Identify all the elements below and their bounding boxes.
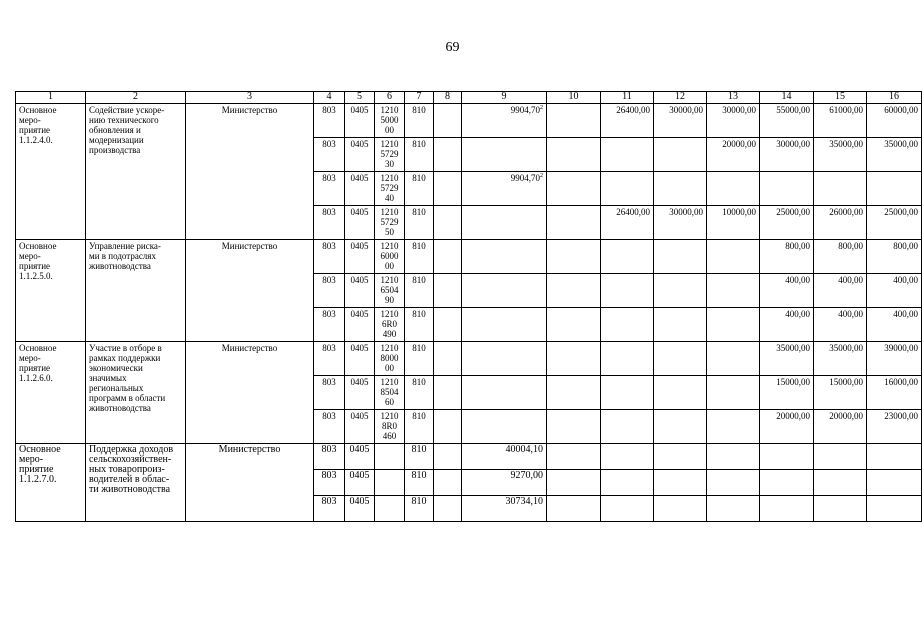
- cell-value: 803: [322, 275, 336, 285]
- cell-value: 400,00: [893, 275, 918, 285]
- cell-col-13: [707, 496, 760, 522]
- cell-col-16: [867, 104, 922, 138]
- cell-col-13: [707, 444, 760, 470]
- cell-col-5: [345, 274, 375, 308]
- cell-value: 55000,00: [776, 105, 810, 115]
- cell-value: 400,00: [838, 309, 863, 319]
- cell-value: 0405: [350, 343, 369, 353]
- activity-name-cell: Основное меро- приятие 1.1.2.6.0.: [16, 342, 86, 444]
- cell-col-4: [314, 172, 345, 206]
- activity-name-cell: Основное меро- приятие 1.1.2.4.0.: [16, 104, 86, 240]
- cell-col-8: [434, 274, 462, 308]
- cell-col-14: [760, 496, 814, 522]
- cell-col-16: [867, 342, 922, 376]
- cell-col-13: [707, 342, 760, 376]
- cell-value: 810: [412, 207, 426, 217]
- cell-value: 40004,10: [505, 444, 543, 455]
- cell-value: 803: [322, 309, 336, 319]
- cell-col-16: [867, 172, 922, 206]
- cell-col-15: [814, 138, 867, 172]
- cell-col-11: [601, 444, 654, 470]
- cell-col-6: [375, 240, 405, 274]
- activity-description-cell: Управление риска- ми в подотраслях животноводства: [86, 240, 186, 342]
- cell-value: 810: [412, 411, 426, 421]
- cell-col-13: [707, 308, 760, 342]
- cell-col-12: [654, 104, 707, 138]
- column-header-12: 12: [654, 92, 707, 104]
- cell-col-6: [375, 444, 405, 470]
- cell-value: 810: [412, 173, 426, 183]
- cell-col-4: [314, 376, 345, 410]
- cell-col-8: [434, 308, 462, 342]
- cell-col-4: [314, 274, 345, 308]
- cell-col-14: [760, 206, 814, 240]
- cell-col-14: [760, 342, 814, 376]
- cell-col-11: [601, 376, 654, 410]
- cell-col-6: [375, 470, 405, 496]
- column-header-2: 2: [86, 92, 186, 104]
- cell-col-14: [760, 308, 814, 342]
- activity-description-cell: Содействие ускоре- нию технического обновления и модернизации производства: [86, 104, 186, 240]
- cell-col-8: [434, 206, 462, 240]
- cell-col-10: [547, 410, 601, 444]
- cell-col-4: [314, 240, 345, 274]
- cell-col-16: [867, 240, 922, 274]
- cell-col-13: [707, 104, 760, 138]
- table-row: [16, 342, 922, 376]
- cell-value: 810: [412, 309, 426, 319]
- cell-col-8: [434, 470, 462, 496]
- cell-col-4: [314, 410, 345, 444]
- cell-col-10: [547, 496, 601, 522]
- cell-value: 803: [322, 377, 336, 387]
- cell-value: 0405: [349, 496, 370, 507]
- cell-col-5: [345, 104, 375, 138]
- cell-value: 803: [322, 105, 336, 115]
- cell-col-15: [814, 376, 867, 410]
- cell-col-7: [405, 308, 434, 342]
- cell-col-4: [314, 496, 345, 522]
- cell-col-10: [547, 470, 601, 496]
- cell-value: 30000,00: [776, 139, 810, 149]
- cell-col-8: [434, 138, 462, 172]
- column-header-11: 11: [601, 92, 654, 104]
- cell-value: 1210 6504 90: [380, 275, 399, 305]
- cell-col-5: [345, 470, 375, 496]
- cell-col-10: [547, 308, 601, 342]
- cell-col-11: [601, 308, 654, 342]
- cell-col-9: [462, 240, 547, 274]
- cell-value: 30000,00: [669, 105, 703, 115]
- cell-col-6: [375, 104, 405, 138]
- cell-col-7: [405, 444, 434, 470]
- cell-col-8: [434, 376, 462, 410]
- cell-value: 0405: [350, 275, 369, 285]
- cell-value: 30000,00: [722, 105, 756, 115]
- cell-col-7: [405, 470, 434, 496]
- cell-value: 803: [322, 411, 336, 421]
- cell-col-9: [462, 104, 547, 138]
- cell-value: 1210 8000 00: [380, 343, 399, 373]
- cell-col-13: [707, 138, 760, 172]
- column-header-16: 16: [867, 92, 922, 104]
- cell-col-8: [434, 410, 462, 444]
- cell-value: 15000,00: [829, 377, 863, 387]
- cell-col-16: [867, 496, 922, 522]
- cell-col-8: [434, 104, 462, 138]
- cell-value: 803: [322, 241, 336, 251]
- cell-col-6: [375, 496, 405, 522]
- column-header-5: 5: [345, 92, 375, 104]
- cell-col-10: [547, 342, 601, 376]
- cell-col-7: [405, 240, 434, 274]
- cell-value: 800,00: [893, 241, 918, 251]
- cell-col-10: [547, 104, 601, 138]
- cell-col-12: [654, 496, 707, 522]
- cell-col-16: [867, 376, 922, 410]
- cell-col-11: [601, 104, 654, 138]
- cell-col-15: [814, 274, 867, 308]
- cell-col-8: [434, 496, 462, 522]
- cell-col-9: [462, 470, 547, 496]
- cell-col-13: [707, 206, 760, 240]
- cell-col-8: [434, 172, 462, 206]
- cell-value: 0405: [350, 139, 369, 149]
- cell-value: 30734,10: [505, 496, 543, 507]
- cell-col-8: [434, 342, 462, 376]
- cell-col-14: [760, 104, 814, 138]
- column-header-9: 9: [462, 92, 547, 104]
- cell-col-16: [867, 410, 922, 444]
- cell-value: 15000,00: [776, 377, 810, 387]
- cell-col-4: [314, 308, 345, 342]
- cell-value: 0405: [350, 241, 369, 251]
- cell-col-12: [654, 240, 707, 274]
- page-number: 69: [445, 40, 460, 55]
- cell-col-9: [462, 308, 547, 342]
- cell-col-6: [375, 342, 405, 376]
- cell-value: 0405: [350, 377, 369, 387]
- activity-name-cell: Основное меро- приятие 1.1.2.5.0.: [16, 240, 86, 342]
- cell-col-16: [867, 308, 922, 342]
- column-header-10: 10: [547, 92, 601, 104]
- cell-col-7: [405, 376, 434, 410]
- cell-col-5: [345, 410, 375, 444]
- cell-col-9: [462, 206, 547, 240]
- cell-col-5: [345, 308, 375, 342]
- cell-col-16: [867, 470, 922, 496]
- cell-value: 810: [412, 343, 426, 353]
- cell-value: 25000,00: [884, 207, 918, 217]
- cell-col-14: [760, 172, 814, 206]
- cell-value: 1210 5729 50: [380, 207, 399, 237]
- cell-col-11: [601, 274, 654, 308]
- cell-col-9: [462, 342, 547, 376]
- cell-value: 1210 5000 00: [380, 105, 399, 135]
- cell-col-15: [814, 444, 867, 470]
- cell-col-9: [462, 410, 547, 444]
- cell-col-12: [654, 444, 707, 470]
- cell-value: 9904,70: [510, 173, 540, 183]
- cell-col-14: [760, 138, 814, 172]
- cell-col-13: [707, 470, 760, 496]
- cell-col-11: [601, 240, 654, 274]
- cell-col-5: [345, 172, 375, 206]
- cell-value: 810: [411, 444, 427, 455]
- cell-value: 26000,00: [829, 207, 863, 217]
- cell-value: 1210 5729 30: [380, 139, 399, 169]
- cell-value: 810: [412, 241, 426, 251]
- column-header-7: 7: [405, 92, 434, 104]
- cell-col-6: [375, 410, 405, 444]
- column-header-8: 8: [434, 92, 462, 104]
- cell-value: 30000,00: [669, 207, 703, 217]
- cell-value: 0405: [350, 105, 369, 115]
- cell-col-11: [601, 496, 654, 522]
- cell-col-7: [405, 410, 434, 444]
- cell-value: 1210 5729 40: [380, 173, 399, 203]
- cell-value: 400,00: [838, 275, 863, 285]
- cell-col-9: [462, 172, 547, 206]
- cell-col-9: [462, 444, 547, 470]
- cell-col-16: [867, 138, 922, 172]
- cell-value: 803: [322, 139, 336, 149]
- cell-value: 400,00: [785, 309, 810, 319]
- cell-col-13: [707, 410, 760, 444]
- cell-value: 61000,00: [829, 105, 863, 115]
- executor-cell: Министерство: [186, 444, 314, 522]
- cell-value: 400,00: [893, 309, 918, 319]
- cell-col-10: [547, 172, 601, 206]
- cell-col-5: [345, 240, 375, 274]
- cell-value: 800,00: [785, 241, 810, 251]
- cell-col-15: [814, 104, 867, 138]
- cell-col-7: [405, 274, 434, 308]
- cell-col-15: [814, 496, 867, 522]
- cell-col-15: [814, 240, 867, 274]
- cell-col-7: [405, 138, 434, 172]
- cell-value: 400,00: [785, 275, 810, 285]
- footnote-marker: 2: [540, 105, 543, 111]
- cell-col-11: [601, 172, 654, 206]
- cell-value: 1210 8R0 460: [380, 411, 399, 441]
- cell-col-14: [760, 470, 814, 496]
- cell-col-16: [867, 444, 922, 470]
- cell-col-12: [654, 274, 707, 308]
- cell-value: 1210 8504 60: [380, 377, 399, 407]
- cell-col-14: [760, 444, 814, 470]
- cell-value: 9270,00: [510, 470, 543, 481]
- cell-col-9: [462, 496, 547, 522]
- cell-value: 800,00: [838, 241, 863, 251]
- cell-value: 60000,00: [884, 105, 918, 115]
- cell-col-12: [654, 308, 707, 342]
- cell-col-15: [814, 206, 867, 240]
- cell-value: 20000,00: [776, 411, 810, 421]
- cell-value: 803: [321, 496, 337, 507]
- cell-value: 803: [321, 470, 337, 481]
- cell-col-14: [760, 240, 814, 274]
- cell-value: 26400,00: [616, 207, 650, 217]
- cell-col-10: [547, 376, 601, 410]
- table-row: [16, 444, 922, 470]
- cell-col-12: [654, 410, 707, 444]
- cell-col-15: [814, 308, 867, 342]
- cell-col-13: [707, 274, 760, 308]
- cell-value: 1210 6R0 490: [380, 309, 399, 339]
- cell-col-9: [462, 274, 547, 308]
- column-header-14: 14: [760, 92, 814, 104]
- cell-col-16: [867, 206, 922, 240]
- activity-description-cell: Участие в отборе в рамках поддержки экономически значимых региональных программ в области животноводства: [86, 342, 186, 444]
- cell-value: 803: [321, 444, 337, 455]
- cell-col-5: [345, 496, 375, 522]
- footnote-marker: 2: [540, 173, 543, 179]
- cell-col-13: [707, 376, 760, 410]
- cell-col-6: [375, 206, 405, 240]
- cell-col-15: [814, 342, 867, 376]
- cell-col-4: [314, 470, 345, 496]
- cell-value: 35000,00: [829, 139, 863, 149]
- cell-col-4: [314, 138, 345, 172]
- column-header-4: 4: [314, 92, 345, 104]
- cell-col-9: [462, 138, 547, 172]
- header-row: [16, 92, 922, 104]
- executor-cell: Министерство: [186, 104, 314, 240]
- cell-col-7: [405, 342, 434, 376]
- cell-value: 810: [411, 470, 427, 481]
- cell-value: 803: [322, 207, 336, 217]
- cell-col-4: [314, 444, 345, 470]
- cell-col-15: [814, 410, 867, 444]
- cell-col-10: [547, 206, 601, 240]
- cell-col-11: [601, 410, 654, 444]
- cell-col-12: [654, 138, 707, 172]
- cell-col-13: [707, 172, 760, 206]
- cell-col-8: [434, 444, 462, 470]
- cell-value: 810: [412, 139, 426, 149]
- cell-col-14: [760, 410, 814, 444]
- cell-col-5: [345, 206, 375, 240]
- cell-value: 803: [322, 173, 336, 183]
- cell-value: 16000,00: [884, 377, 918, 387]
- cell-value: 26400,00: [616, 105, 650, 115]
- cell-col-16: [867, 274, 922, 308]
- cell-col-8: [434, 240, 462, 274]
- activity-name-cell: Основное меро- приятие 1.1.2.7.0.: [16, 444, 86, 522]
- cell-value: 23000,00: [884, 411, 918, 421]
- cell-value: 20000,00: [722, 139, 756, 149]
- cell-value: 810: [411, 496, 427, 507]
- cell-col-4: [314, 104, 345, 138]
- column-header-15: 15: [814, 92, 867, 104]
- cell-col-12: [654, 172, 707, 206]
- cell-col-11: [601, 206, 654, 240]
- cell-col-15: [814, 470, 867, 496]
- cell-value: 0405: [350, 173, 369, 183]
- cell-col-6: [375, 376, 405, 410]
- cell-value: 0405: [349, 444, 370, 455]
- cell-col-6: [375, 274, 405, 308]
- cell-col-15: [814, 172, 867, 206]
- cell-col-7: [405, 104, 434, 138]
- cell-col-13: [707, 240, 760, 274]
- table-row: [16, 240, 922, 274]
- cell-value: 35000,00: [884, 139, 918, 149]
- cell-value: 810: [412, 105, 426, 115]
- table-row: [16, 104, 922, 138]
- column-header-6: 6: [375, 92, 405, 104]
- cell-col-12: [654, 376, 707, 410]
- activity-description-cell: Поддержка доходов сельскохозяйствен- ных товаропроиз- водителей в облас- ти животноводства: [86, 444, 186, 522]
- cell-col-11: [601, 342, 654, 376]
- cell-col-6: [375, 172, 405, 206]
- cell-col-12: [654, 470, 707, 496]
- cell-value: 35000,00: [776, 343, 810, 353]
- column-header-1: 1: [16, 92, 86, 104]
- cell-col-12: [654, 342, 707, 376]
- column-header-13: 13: [707, 92, 760, 104]
- cell-value: 0405: [349, 470, 370, 481]
- cell-col-6: [375, 138, 405, 172]
- cell-value: 803: [322, 343, 336, 353]
- cell-value: 25000,00: [776, 207, 810, 217]
- cell-value: 0405: [350, 309, 369, 319]
- cell-col-10: [547, 274, 601, 308]
- cell-value: 9904,70: [510, 105, 540, 115]
- cell-col-7: [405, 496, 434, 522]
- cell-col-12: [654, 206, 707, 240]
- cell-col-7: [405, 206, 434, 240]
- budget-table: [15, 91, 922, 522]
- cell-value: 20000,00: [829, 411, 863, 421]
- cell-col-5: [345, 138, 375, 172]
- cell-value: 39000,00: [884, 343, 918, 353]
- cell-value: 1210 6000 00: [380, 241, 399, 271]
- cell-value: 810: [412, 275, 426, 285]
- cell-col-10: [547, 240, 601, 274]
- cell-col-9: [462, 376, 547, 410]
- cell-col-6: [375, 308, 405, 342]
- cell-col-10: [547, 138, 601, 172]
- cell-col-11: [601, 470, 654, 496]
- cell-value: 0405: [350, 411, 369, 421]
- cell-col-11: [601, 138, 654, 172]
- cell-col-5: [345, 342, 375, 376]
- cell-col-7: [405, 172, 434, 206]
- cell-value: 810: [412, 377, 426, 387]
- column-header-3: 3: [186, 92, 314, 104]
- executor-cell: Министерство: [186, 342, 314, 444]
- cell-value: 0405: [350, 207, 369, 217]
- cell-col-10: [547, 444, 601, 470]
- cell-col-4: [314, 206, 345, 240]
- cell-col-14: [760, 274, 814, 308]
- executor-cell: Министерство: [186, 240, 314, 342]
- cell-col-14: [760, 376, 814, 410]
- cell-value: 10000,00: [722, 207, 756, 217]
- cell-col-5: [345, 444, 375, 470]
- table-body: [16, 104, 922, 522]
- cell-col-4: [314, 342, 345, 376]
- cell-value: 35000,00: [829, 343, 863, 353]
- cell-col-5: [345, 376, 375, 410]
